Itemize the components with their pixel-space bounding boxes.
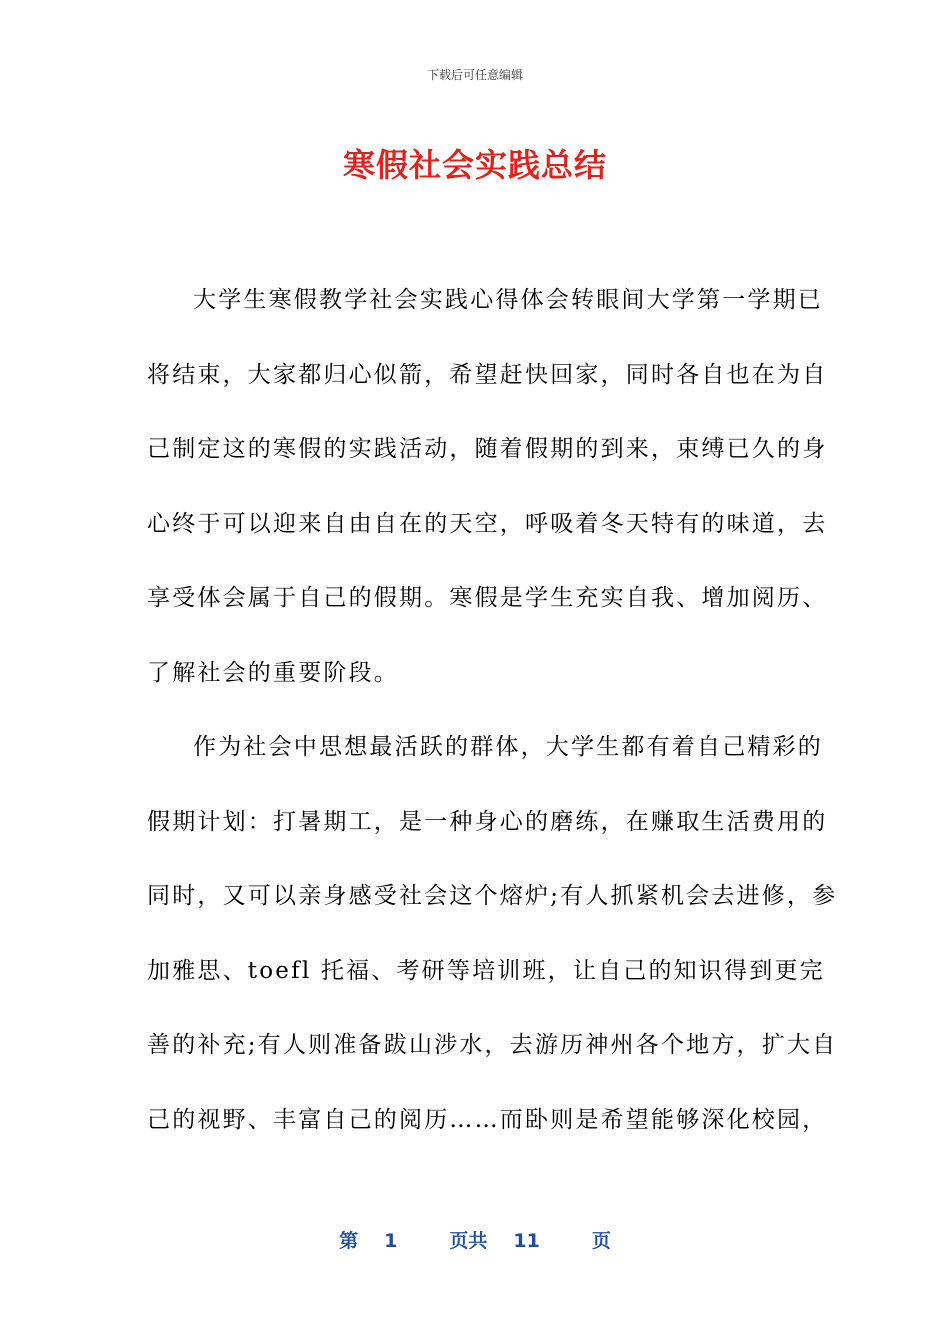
page-prefix: 第 <box>339 1230 359 1252</box>
paragraph-1-line-4: 心终于可以迎来自由自在的天空，呼吸着冬天特有的味道，去 <box>147 510 828 537</box>
page-current: 1 <box>384 1230 398 1252</box>
paragraph-2-line-6: 己的视野、丰富自己的阅历……而卧则是希望能够深化校园， <box>147 1106 828 1133</box>
document-body <box>147 263 838 1157</box>
paragraph-2-line-5: 善的补充;有人则准备跋山涉水，去游历神州各个地方，扩大自 <box>147 1032 838 1058</box>
paragraph-1-line-5: 享受体会属于自己的假期。寒假是学生充实自我、增加阅历、 <box>147 585 828 611</box>
page-footer <box>0 1226 950 1253</box>
paragraph-2-line-3: 同时，又可以亲身感受社会这个熔炉;有人抓紧机会去进修，参 <box>147 883 838 909</box>
paragraph-1-line-3: 己制定这的寒假的实践活动，随着假期的到来，束缚已久的身 <box>147 436 828 462</box>
page-total: 11 <box>513 1230 540 1252</box>
paragraph-2-line-4: 加雅思、toefl 托福、考研等培训班，让自己的知识得到更完 <box>147 957 825 984</box>
page-middle: 页共 <box>449 1230 488 1252</box>
document-title: 寒假社会实践总结 <box>342 146 607 184</box>
paragraph-1-line-1: 大学生寒假教学社会实践心得体会转眼间大学第一学期已 <box>193 287 823 313</box>
paragraph-1-line-6: 了解社会的重要阶段。 <box>147 659 399 686</box>
header-note: 下载后可任意编辑 <box>426 68 523 82</box>
paragraph-2-line-2: 假期计划：打暑期工，是一种身心的磨练，在赚取生活费用的 <box>147 808 828 835</box>
page-suffix: 页 <box>591 1230 611 1252</box>
paragraph-2-line-1: 作为社会中思想最活跃的群体，大学生都有着自己精彩的 <box>193 734 823 760</box>
paragraph-1-line-2: 将结束，大家都归心似箭，希望赶快回家，同时各自也在为自 <box>147 361 828 388</box>
